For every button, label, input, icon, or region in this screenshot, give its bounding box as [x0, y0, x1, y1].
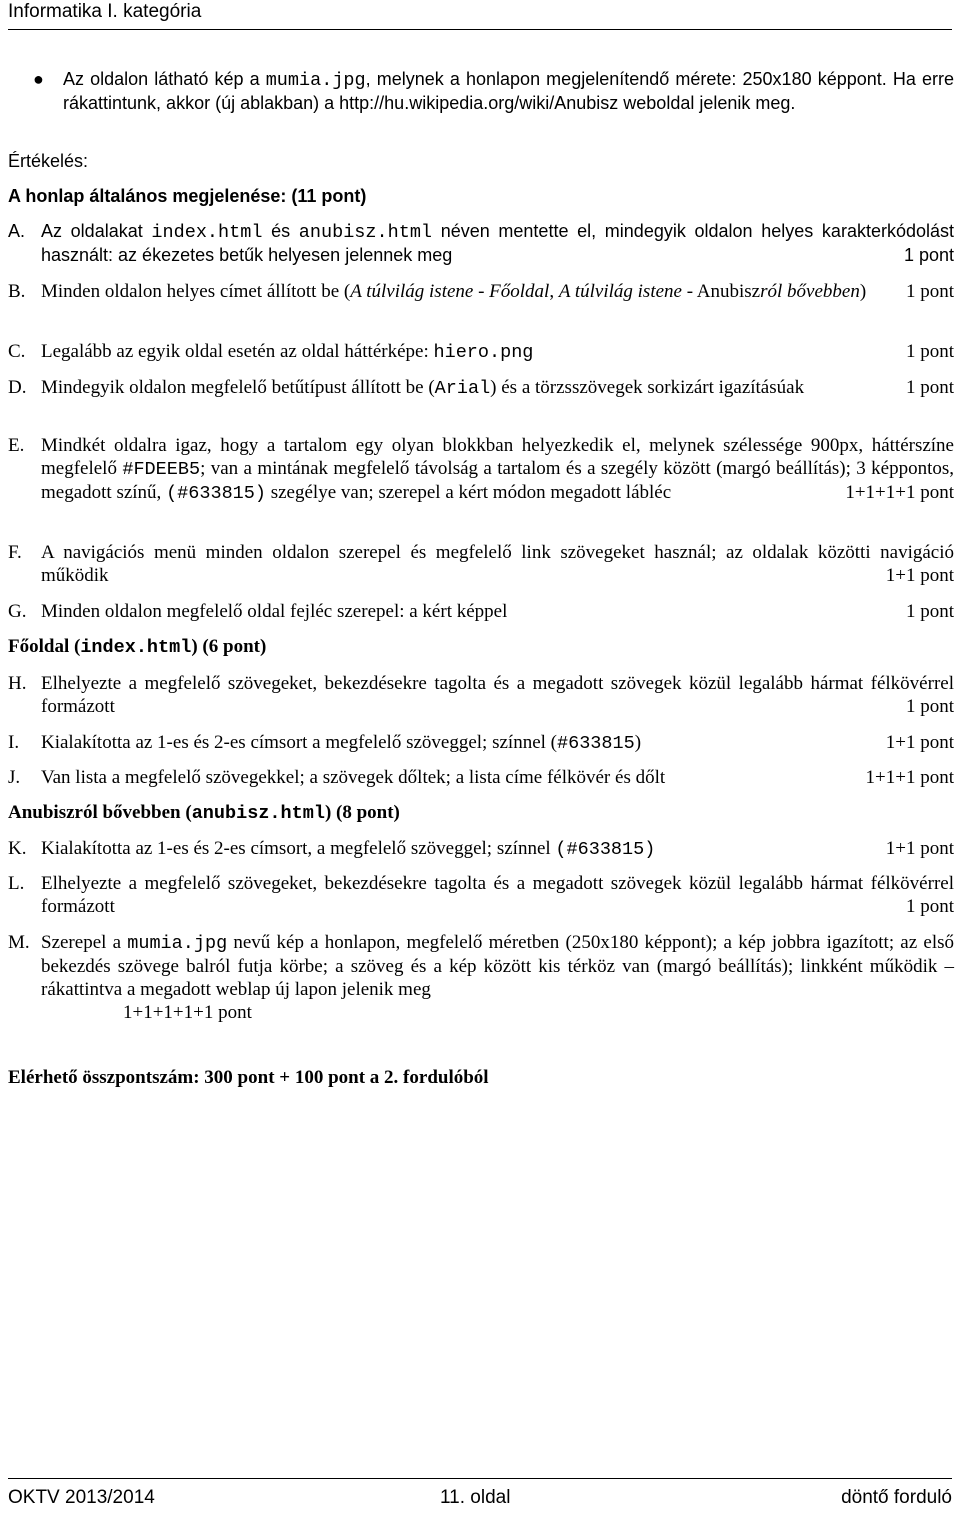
item-label: C. [8, 341, 26, 362]
item-points: 1 pont [905, 601, 954, 622]
section-text: ) (6 pont) [191, 636, 267, 657]
item-label: I. [8, 732, 20, 753]
item-text: Minden oldalon megfelelő oldal fejléc szerepel: a kért képpel [41, 601, 508, 622]
item-M [8, 931, 954, 1024]
bullet-icon: ● [33, 69, 44, 89]
item-text: néven mentette el, mindegyik oldalon helyes karakterkódolást használt: az ékezetes betűk helyesen jelennek meg [41, 221, 954, 265]
item-points: 1+1 pont [885, 565, 954, 586]
item-text: Kialakította az 1-es és 2-es címsort, a megfelelő szöveggel; színnel [41, 838, 556, 859]
item-text: ) és a törzsszövegek sorkizárt igazításúak [490, 377, 805, 398]
item-label: D. [8, 377, 27, 398]
item-code: (#633815) [166, 483, 266, 504]
item-points: 1 pont [905, 896, 954, 917]
item-code: mumia.jpg [127, 933, 228, 954]
item-italic: ról bővebben [760, 281, 860, 302]
item-points: 1+1+1 pont [865, 767, 954, 788]
section-main-page [8, 635, 954, 659]
item-text: Szerepel a [41, 932, 128, 953]
item-E [8, 434, 954, 505]
item-text: Elhelyezte a megfelelő szövegeket, bekezdésekre tagolta és a megadott szövegek közül legalább hármat félkövérrel formázott [41, 673, 954, 717]
eval-label: Értékelés: [8, 151, 89, 171]
footer-left: OKTV 2013/2014 [8, 1487, 155, 1508]
page-header [8, 0, 952, 30]
item-G [8, 600, 954, 623]
item-text: A navigációs menü minden oldalon szerepel és megfelelő link szövegeket használ; az oldalak közötti navigáció működik [41, 542, 954, 586]
item-points: 1+1 pont [885, 732, 954, 753]
item-text: - Anubisz [681, 281, 761, 302]
item-code: (#633815) [555, 839, 656, 860]
item-code: Arial [434, 378, 491, 399]
item-text: nevű kép a honlapon, megfelelő méretben (250x180 képpont); a kép jobbra igazított; az első bekezdés szövege balról futja körbe; a szöveg és a kép között kis térköz van (margó beállítás); linkként működik – rákattintva a megadott weblap új lapon jelenik meg [41, 932, 954, 1000]
item-L [8, 872, 954, 918]
section-code: index.html [80, 637, 192, 658]
item-text: Kialakította az 1-es és 2-es címsort a megfelelő szöveggel; színnel ( [41, 732, 557, 753]
page-footer [8, 1478, 952, 1512]
item-code: anubisz.html [298, 222, 433, 243]
item-text: ; van a mintának megfelelő távolság a tartalom és a szegély között (margó beállítás); 3 képpontos, megadott színű, [41, 458, 955, 503]
item-label: B. [8, 281, 26, 302]
item-code: hiero.png [433, 342, 534, 363]
item-points: 1 pont [903, 245, 954, 265]
item-text: Mindkét oldalra igaz, hogy a tartalom egy olyan blokkban helyezkedik el, melynek szélessége 900px, háttérszíne megfelelő [41, 435, 954, 479]
item-text: Mindegyik oldalon megfelelő betűtípust állított be ( [41, 377, 435, 398]
section-text: Főoldal ( [8, 636, 81, 657]
item-points: 1+1+1+1+1 pont [123, 1002, 252, 1023]
item-points: 1+1+1+1 pont [845, 482, 954, 503]
section-text: ) (8 pont) [324, 802, 400, 823]
item-text: , [549, 281, 559, 302]
item-K [8, 837, 954, 861]
intro-bullet [8, 68, 954, 115]
item-label: L. [8, 873, 25, 894]
header-title: Informatika I. kategória [8, 1, 202, 22]
item-text: és [262, 221, 299, 241]
footer-center: 11. oldal [440, 1487, 511, 1508]
item-H [8, 672, 954, 718]
footer-right: döntő forduló [841, 1487, 952, 1508]
item-label: A. [8, 221, 26, 241]
item-code: #633815 [556, 733, 635, 754]
item-text: Minden oldalon helyes címet állított be ( [41, 281, 351, 302]
item-label: H. [8, 673, 27, 694]
item-text: Van lista a megfelelő szövegekkel; a szövegek dőltek; a lista címe félkövér és dőlt [41, 767, 666, 788]
item-points: 1 pont [905, 377, 954, 398]
item-label: G. [8, 601, 27, 622]
intro-text: Az oldalon látható kép a [63, 69, 266, 89]
item-C [8, 340, 954, 364]
item-B [8, 280, 954, 303]
item-points: 1 pont [905, 281, 954, 302]
section-text: Anubiszról bővebben ( [8, 802, 192, 823]
item-label: K. [8, 838, 27, 859]
item-text: Az oldalakat [41, 221, 152, 241]
section-anubisz-page [8, 801, 954, 825]
item-label: E. [8, 435, 25, 456]
item-code: index.html [151, 222, 263, 243]
total-score: Elérhető összpontszám: 300 pont + 100 pont a 2. fordulóból [8, 1067, 489, 1088]
item-I [8, 731, 954, 755]
item-text: szegélye van; szerepel a kért módon megadott lábléc [265, 482, 672, 503]
item-italic: A túlvilág istene - Főoldal [350, 281, 550, 302]
intro-text-rest: , melynek a honlapon megjelenítendő mérete: 250x180 képpont. Ha erre rákattintunk, akkor (új ablakban) a http://hu.wikipedia.org/wiki/Anubisz weboldal jelenik meg. [63, 69, 955, 113]
item-label: J. [8, 767, 21, 788]
item-code: #FDEEB5 [122, 459, 201, 480]
section-code: anubisz.html [191, 803, 325, 824]
item-text: Elhelyezte a megfelelő szövegeket, bekezdésekre tagolta és a megadott szövegek közül legalább hármat félkövérrel formázott [41, 873, 954, 917]
item-points: 1 pont [905, 341, 954, 362]
item-F [8, 541, 954, 587]
item-points: 1+1 pont [885, 838, 954, 859]
item-D [8, 376, 954, 400]
section-general: A honlap általános megjelenése: (11 pont) [8, 186, 367, 206]
item-J [8, 766, 954, 789]
intro-code: mumia.jpg [265, 70, 366, 91]
item-label: F. [8, 542, 22, 563]
item-points: 1 pont [905, 696, 954, 717]
item-text: Legalább az egyik oldal esetén az oldal háttérképe: [41, 341, 434, 362]
item-label: M. [8, 932, 30, 953]
item-text: ) [859, 281, 867, 302]
item-text: ) [634, 732, 642, 753]
item-italic: A túlvilág istene [558, 281, 682, 302]
item-A [8, 220, 954, 267]
